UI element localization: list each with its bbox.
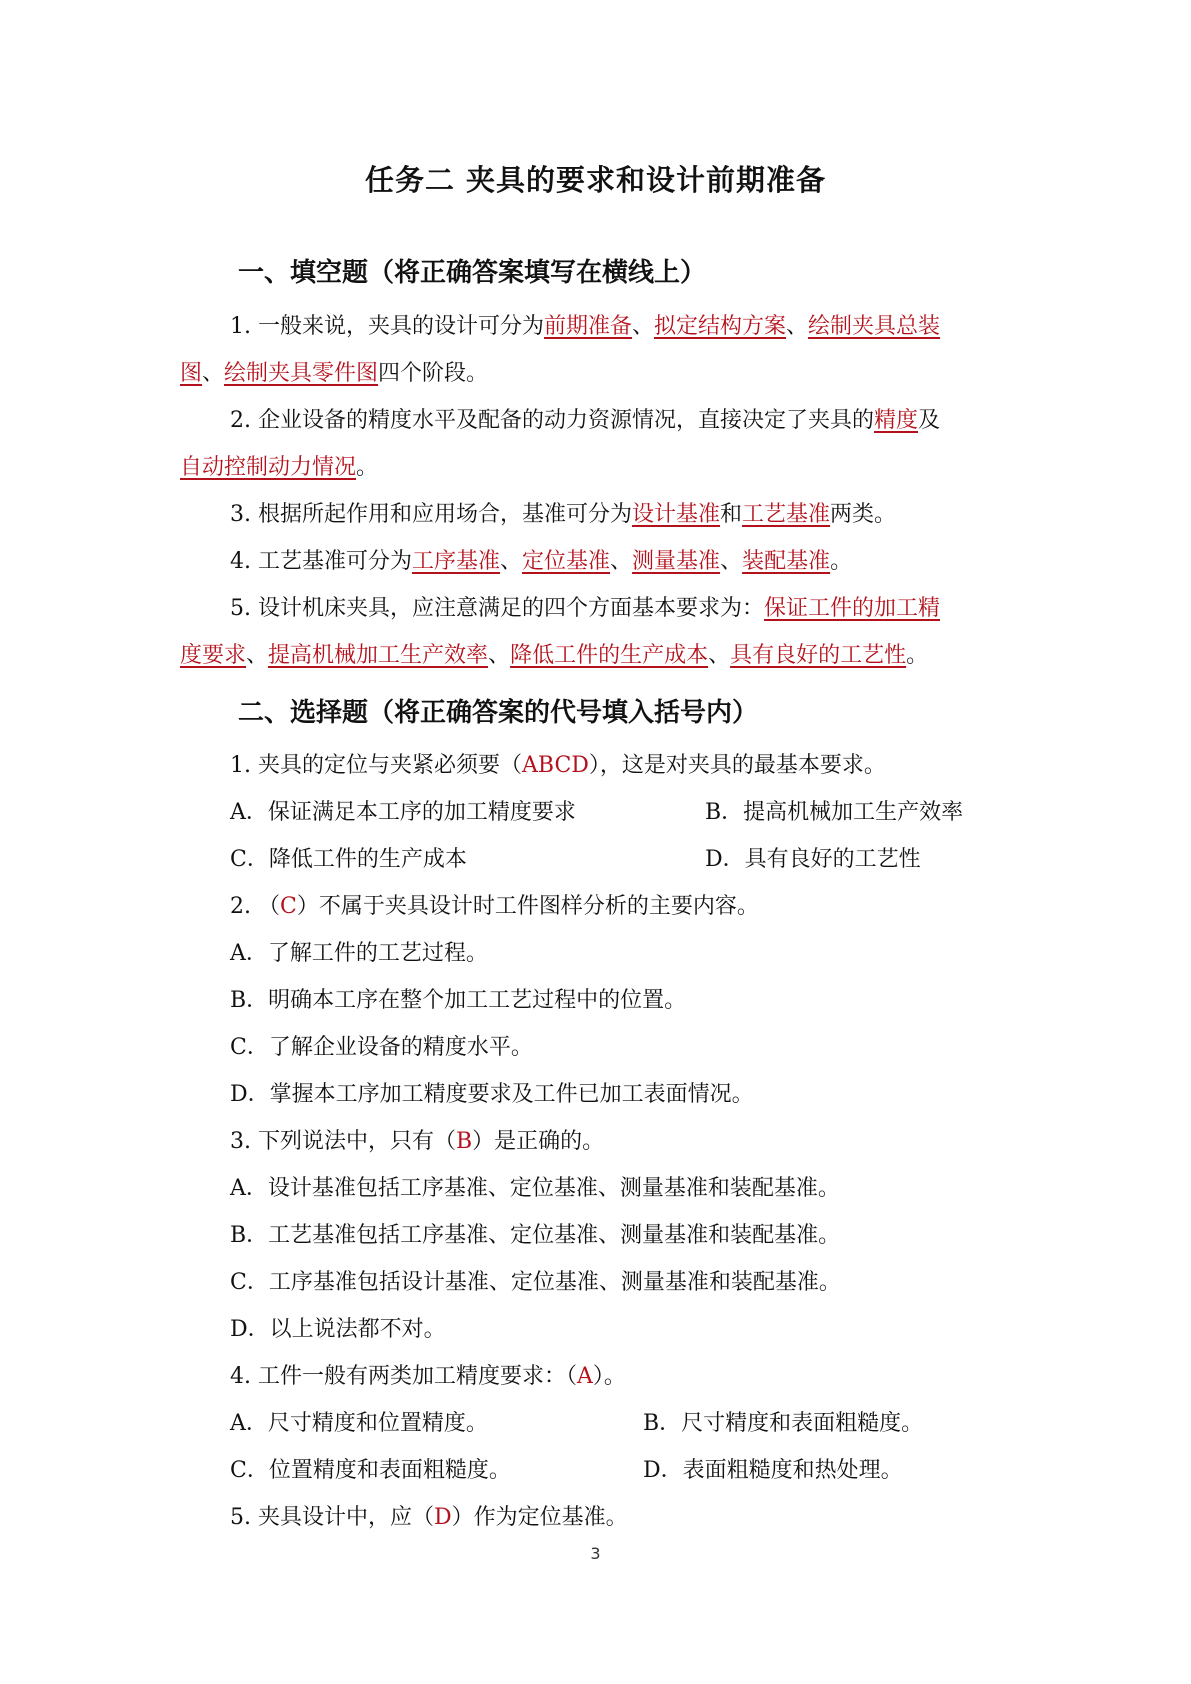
question-text: 4. 工件一般有两类加工精度要求：（	[230, 1364, 577, 1389]
choice-question-4	[230, 1362, 626, 1392]
fill-question-5-line-1	[230, 594, 940, 624]
answer-text: 绘制夹具总装	[808, 314, 941, 339]
question-text: 1. 夹具的定位与夹紧必须要（	[230, 753, 522, 778]
separator: 、	[202, 361, 225, 386]
answer-text: 提高机械加工生产效率	[268, 643, 489, 668]
separator: 、	[488, 643, 511, 668]
page-number: 3	[590, 1544, 601, 1563]
answer-text: 保证工件的加工精	[764, 596, 941, 621]
choice-option-c: C．降低工件的生产成本	[230, 847, 467, 872]
separator: 、	[610, 549, 633, 574]
question-text: 两类。	[830, 502, 897, 527]
question-text: 2. 企业设备的精度水平及配备的动力资源情况，直接决定了夹具的	[230, 408, 874, 433]
separator: 、	[708, 643, 731, 668]
choice-question-5	[230, 1503, 628, 1533]
fill-question-2-line-1	[230, 406, 940, 436]
choice-option-a: A．尺寸精度和位置精度。	[230, 1411, 488, 1436]
choice-option-c: C．了解企业设备的精度水平。	[230, 1035, 533, 1060]
question-text: 。	[830, 549, 853, 574]
fill-question-3	[230, 500, 896, 530]
answer-text: 装配基准	[742, 549, 831, 574]
separator: 、	[720, 549, 743, 574]
answer-text: 前期准备	[543, 314, 632, 339]
answer-text: 绘制夹具零件图	[224, 361, 379, 386]
choice-option-c: C．工序基准包括设计基准、定位基准、测量基准和装配基准。	[230, 1270, 841, 1295]
fill-question-2-line-2	[180, 453, 378, 483]
answer-text: 工序基准	[411, 549, 500, 574]
question-text: 和	[720, 502, 743, 527]
answer-text: 降低工件的生产成本	[510, 643, 709, 668]
choice-option-b: B．提高机械加工生产效率	[705, 800, 964, 825]
fill-question-5-line-2	[180, 641, 928, 671]
question-text: 。	[356, 455, 379, 480]
choice-option-d: D．以上说法都不对。	[230, 1317, 446, 1342]
answer-text: 图	[180, 361, 203, 386]
question-text: 5. 设计机床夹具，应注意满足的四个方面基本要求为：	[230, 596, 764, 621]
choice-option-d: D．具有良好的工艺性	[705, 847, 921, 872]
choice-option-b: B．明确本工序在整个加工工艺过程中的位置。	[230, 988, 687, 1013]
answer-text: D	[433, 1505, 452, 1530]
choice-question-3	[230, 1127, 604, 1157]
section-heading-multiple-choice: 二、选择题（将正确答案的代号填入括号内）	[238, 698, 759, 728]
choice-option-a: A．设计基准包括工序基准、定位基准、测量基准和装配基准。	[230, 1176, 840, 1201]
choice-option-d: D．表面粗糙度和热处理。	[643, 1458, 903, 1483]
answer-text: 定位基准	[522, 549, 611, 574]
answer-text: 测量基准	[632, 549, 721, 574]
answer-text: C	[279, 894, 297, 919]
question-text: 4. 工艺基准可分为	[230, 549, 412, 574]
page-title: 任务二 夹具的要求和设计前期准备	[364, 163, 827, 197]
question-text: 1. 一般来说，夹具的设计可分为	[230, 314, 544, 339]
choice-option-a: A．保证满足本工序的加工精度要求	[230, 800, 576, 825]
choice-option-a: A．了解工件的工艺过程。	[230, 941, 488, 966]
answer-text: B	[455, 1129, 473, 1154]
section-heading-fill-in: 一、填空题（将正确答案填写在横线上）	[238, 258, 707, 288]
fill-question-4	[230, 547, 852, 577]
choice-option-b: B．工艺基准包括工序基准、定位基准、测量基准和装配基准。	[230, 1223, 841, 1248]
question-text: 2. （	[230, 894, 280, 919]
answer-text: ABCD	[521, 753, 589, 778]
choice-option-b: B．尺寸精度和表面粗糙度。	[643, 1411, 924, 1436]
choice-option-c: C．位置精度和表面粗糙度。	[230, 1458, 511, 1483]
question-text: ）作为定位基准。	[451, 1505, 628, 1530]
fill-question-1-line-2	[180, 359, 488, 389]
question-text: 5. 夹具设计中，应（	[230, 1505, 434, 1530]
question-text: ）是正确的。	[472, 1129, 605, 1154]
answer-text: A	[577, 1364, 593, 1389]
separator: 、	[786, 314, 809, 339]
answer-text: 精度	[874, 408, 919, 433]
choice-question-2	[230, 892, 759, 922]
answer-text: 设计基准	[632, 502, 721, 527]
question-text: ）不属于夹具设计时工件图样分析的主要内容。	[296, 894, 759, 919]
answer-text: 拟定结构方案	[654, 314, 787, 339]
question-text: ）。	[592, 1364, 626, 1389]
fill-question-1-line-1	[230, 312, 940, 342]
separator: 、	[246, 643, 269, 668]
question-text: 3. 下列说法中，只有（	[230, 1129, 456, 1154]
answer-text: 具有良好的工艺性	[730, 643, 907, 668]
separator: 、	[632, 314, 655, 339]
separator: 、	[500, 549, 523, 574]
choice-question-1	[230, 751, 886, 781]
question-text: 及	[918, 408, 941, 433]
choice-option-d: D．掌握本工序加工精度要求及工件已加工表面情况。	[230, 1082, 754, 1107]
question-text: 3. 根据所起作用和应用场合，基准可分为	[230, 502, 632, 527]
question-text: 四个阶段。	[378, 361, 489, 386]
question-text: ），这是对夹具的最基本要求。	[588, 753, 886, 778]
answer-text: 工艺基准	[742, 502, 831, 527]
answer-text: 自动控制动力情况	[180, 455, 357, 480]
question-text: 。	[906, 643, 929, 668]
answer-text: 度要求	[180, 643, 247, 668]
